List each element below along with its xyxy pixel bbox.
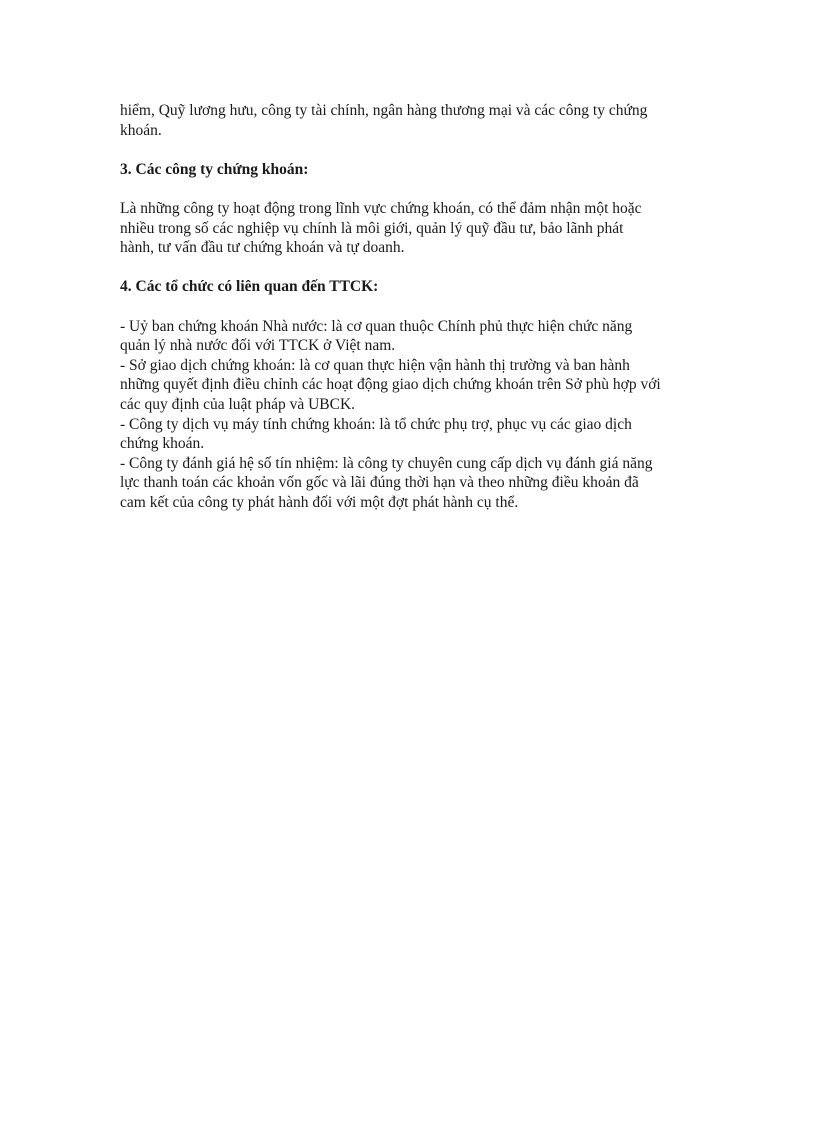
- text-line: hành, tư vấn đầu tư chứng khoán và tự doanh.: [120, 239, 405, 257]
- text-line: - Công ty đánh giá hệ số tín nhiệm: là công ty chuyên cung cấp dịch vụ đánh giá năng: [120, 454, 653, 472]
- text-line: hiểm, Quỹ lương hưu, công ty tài chính, ngân hàng thương mại và các công ty chứng: [120, 102, 648, 119]
- text-line: - Công ty dịch vụ máy tính chứng khoán: là tổ chức phụ trợ, phục vụ các giao dịch: [120, 415, 632, 433]
- text-line: Là những công ty hoạt động trong lĩnh vực chứng khoán, có thể đảm nhận một hoặc: [120, 199, 642, 217]
- intro-paragraph: [120, 101, 700, 140]
- text-line: - Uỷ ban chứng khoán Nhà nước: là cơ quan thuộc Chính phủ thực hiện chức năng: [120, 317, 633, 335]
- text-line: quản lý nhà nước đối với TTCK ở Việt nam.: [120, 337, 396, 355]
- paragraph-gap: [120, 140, 700, 160]
- paragraph-gap: [120, 258, 700, 278]
- section-3-heading: 3. Các công ty chứng khoán:: [120, 160, 309, 178]
- section-4-heading: 4. Các tổ chức có liên quan đến TTCK:: [120, 278, 379, 296]
- document-page: [120, 101, 700, 512]
- text-line: - Sở giao dịch chứng khoán: là cơ quan thực hiện vận hành thị trường và ban hành: [120, 356, 630, 374]
- text-line: lực thanh toán các khoản vốn gốc và lãi đúng thời hạn và theo những điều khoản đã: [120, 474, 639, 492]
- paragraph-gap: [120, 297, 700, 317]
- text-line: khoán.: [120, 121, 162, 139]
- text-line: cam kết của công ty phát hành đối với một đợt phát hành cụ thể.: [120, 493, 519, 511]
- text-line: chứng khoán.: [120, 435, 205, 453]
- text-line: nhiều trong số các nghiệp vụ chính là môi giới, quản lý quỹ đầu tư, bảo lãnh phát: [120, 219, 624, 237]
- text-line: những quyết định điều chỉnh các hoạt động giao dịch chứng khoán trên Sở phù hợp với: [120, 376, 661, 394]
- text-line: các quy định của luật pháp và UBCK.: [120, 395, 356, 413]
- section-3-paragraph: [120, 199, 700, 258]
- section-4-paragraph: [120, 317, 700, 513]
- paragraph-gap: [120, 179, 700, 199]
